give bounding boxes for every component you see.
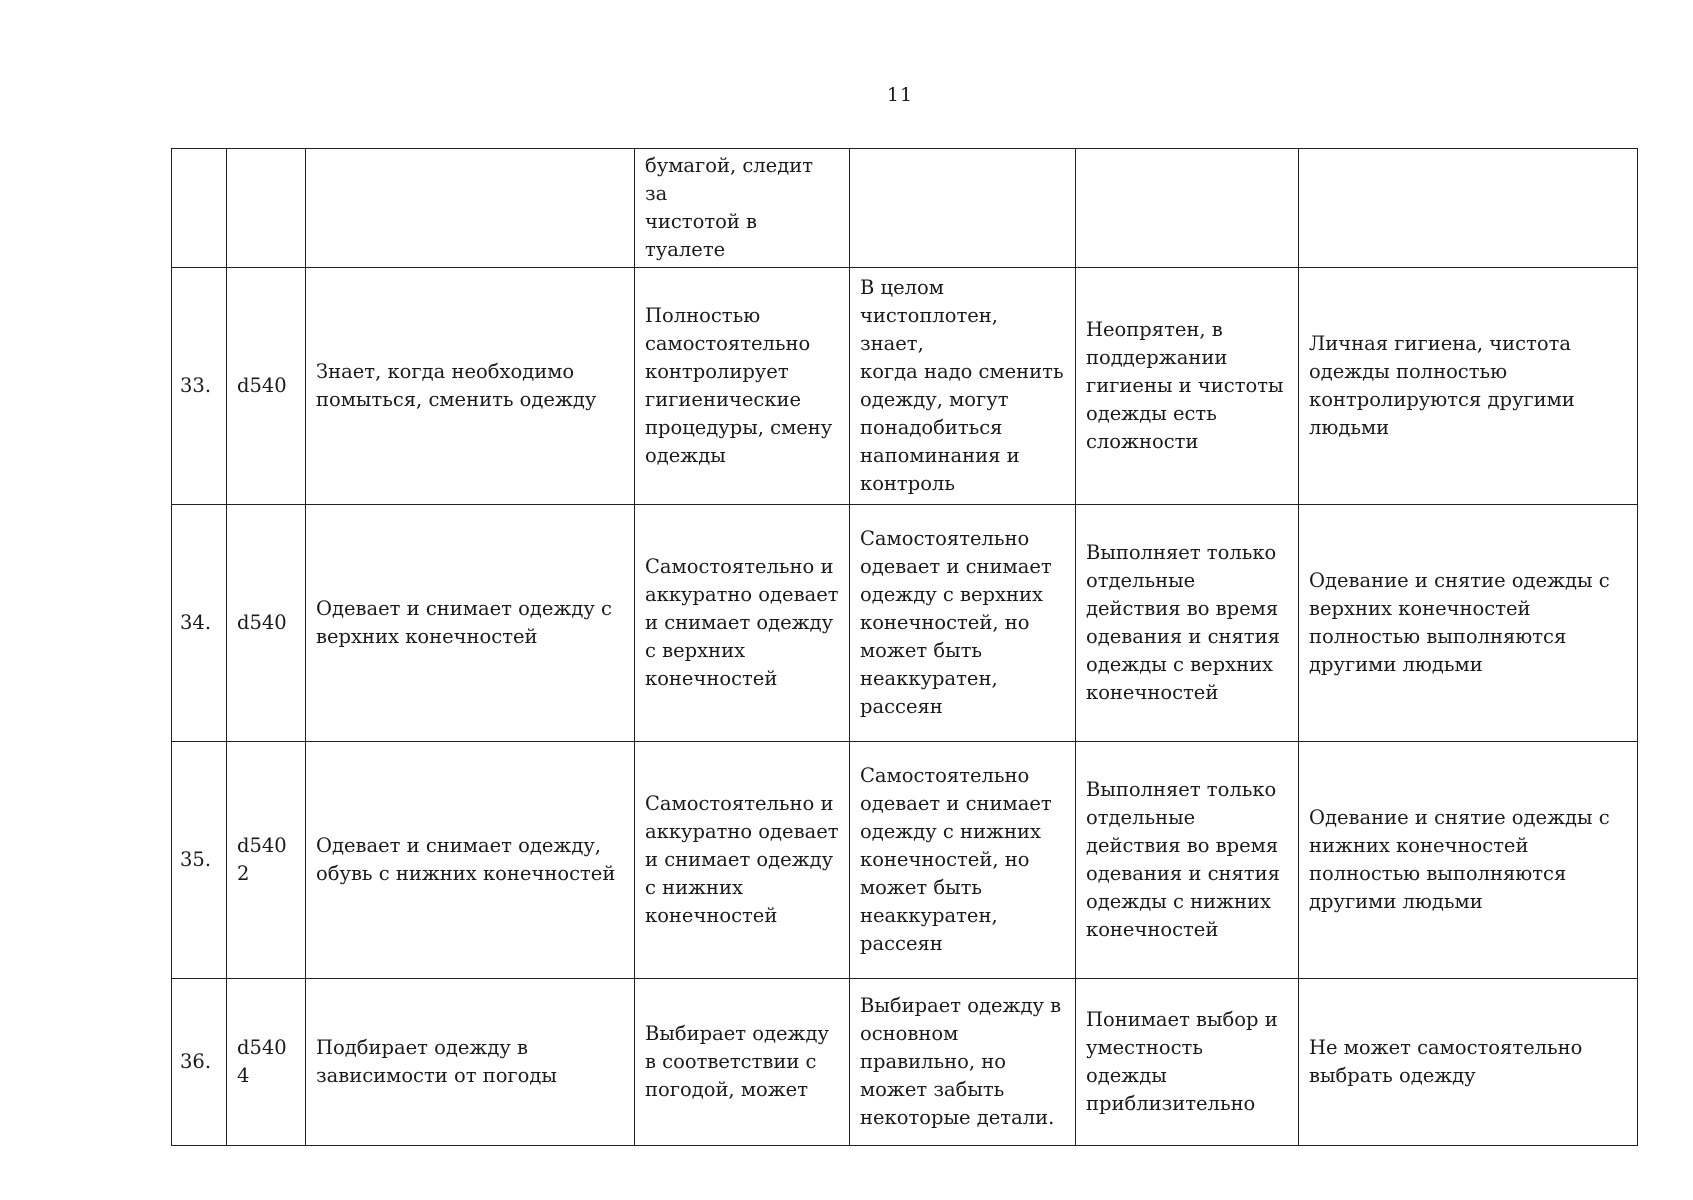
level1-cell: Самостоятельно и аккуратно одевает и снимает одежду с нижних конечностей: [635, 742, 850, 979]
table-row: [172, 979, 1638, 1146]
table-row: [172, 505, 1638, 742]
row-number-cell: [172, 149, 227, 268]
skill-cell: Знает, когда необходимо помыться, сменить одежду: [306, 268, 635, 505]
level1-cell: Полностью самостоятельно контролирует гигиенические процедуры, смену одежды: [635, 268, 850, 505]
skill-cell: Одевает и снимает одежду, обувь с нижних конечностей: [306, 742, 635, 979]
level3-cell: Неопрятен, в поддержании гигиены и чистоты одежды есть сложности: [1076, 268, 1299, 505]
level2-cell: Выбирает одежду в основном правильно, но может забыть некоторые детали.: [850, 979, 1076, 1146]
row-number-cell: 34.: [172, 505, 227, 742]
row-number-cell: 35.: [172, 742, 227, 979]
level4-cell: Одевание и снятие одежды с нижних конечностей полностью выполняются другими людьми: [1299, 742, 1638, 979]
level3-cell: Понимает выбор и уместность одежды приблизительно: [1076, 979, 1299, 1146]
icf-code-cell: d540 4: [227, 979, 306, 1146]
skill-cell: Подбирает одежду в зависимости от погоды: [306, 979, 635, 1146]
level1-cell: бумагой, следит за чистотой в туалете: [635, 149, 850, 268]
level4-cell: Одевание и снятие одежды с верхних конечностей полностью выполняются другими людьми: [1299, 505, 1638, 742]
skill-cell: [306, 149, 635, 268]
row-number-cell: 36.: [172, 979, 227, 1146]
page-number: 11: [886, 84, 914, 106]
icf-code-cell: d540: [227, 268, 306, 505]
level1-cell: Выбирает одежду в соответствии с погодой, может: [635, 979, 850, 1146]
icf-code-cell: d540 2: [227, 742, 306, 979]
level2-cell: Самостоятельно одевает и снимает одежду с верхних конечностей, но может быть неаккуратен, рассеян: [850, 505, 1076, 742]
level4-cell: Не может самостоятельно выбрать одежду: [1299, 979, 1638, 1146]
table-row: [172, 149, 1638, 268]
row-number-cell: 33.: [172, 268, 227, 505]
level3-cell: Выполняет только отдельные действия во время одевания и снятия одежды с верхних конечностей: [1076, 505, 1299, 742]
table-row: [172, 742, 1638, 979]
level2-cell: Самостоятельно одевает и снимает одежду с нижних конечностей, но может быть неаккуратен, рассеян: [850, 742, 1076, 979]
level3-cell: Выполняет только отдельные действия во время одевания и снятия одежды с нижних конечностей: [1076, 742, 1299, 979]
level4-cell: [1299, 149, 1638, 268]
level1-cell: Самостоятельно и аккуратно одевает и снимает одежду с верхних конечностей: [635, 505, 850, 742]
assessment-table: [171, 148, 1638, 1146]
skill-cell: Одевает и снимает одежду с верхних конечностей: [306, 505, 635, 742]
icf-code-cell: d540: [227, 505, 306, 742]
table-row: [172, 268, 1638, 505]
level3-cell: [1076, 149, 1299, 268]
level4-cell: Личная гигиена, чистота одежды полностью контролируются другими людьми: [1299, 268, 1638, 505]
icf-code-cell: [227, 149, 306, 268]
level2-cell: [850, 149, 1076, 268]
level2-cell: В целом чистоплотен, знает, когда надо сменить одежду, могут понадобиться напоминания и контроль: [850, 268, 1076, 505]
